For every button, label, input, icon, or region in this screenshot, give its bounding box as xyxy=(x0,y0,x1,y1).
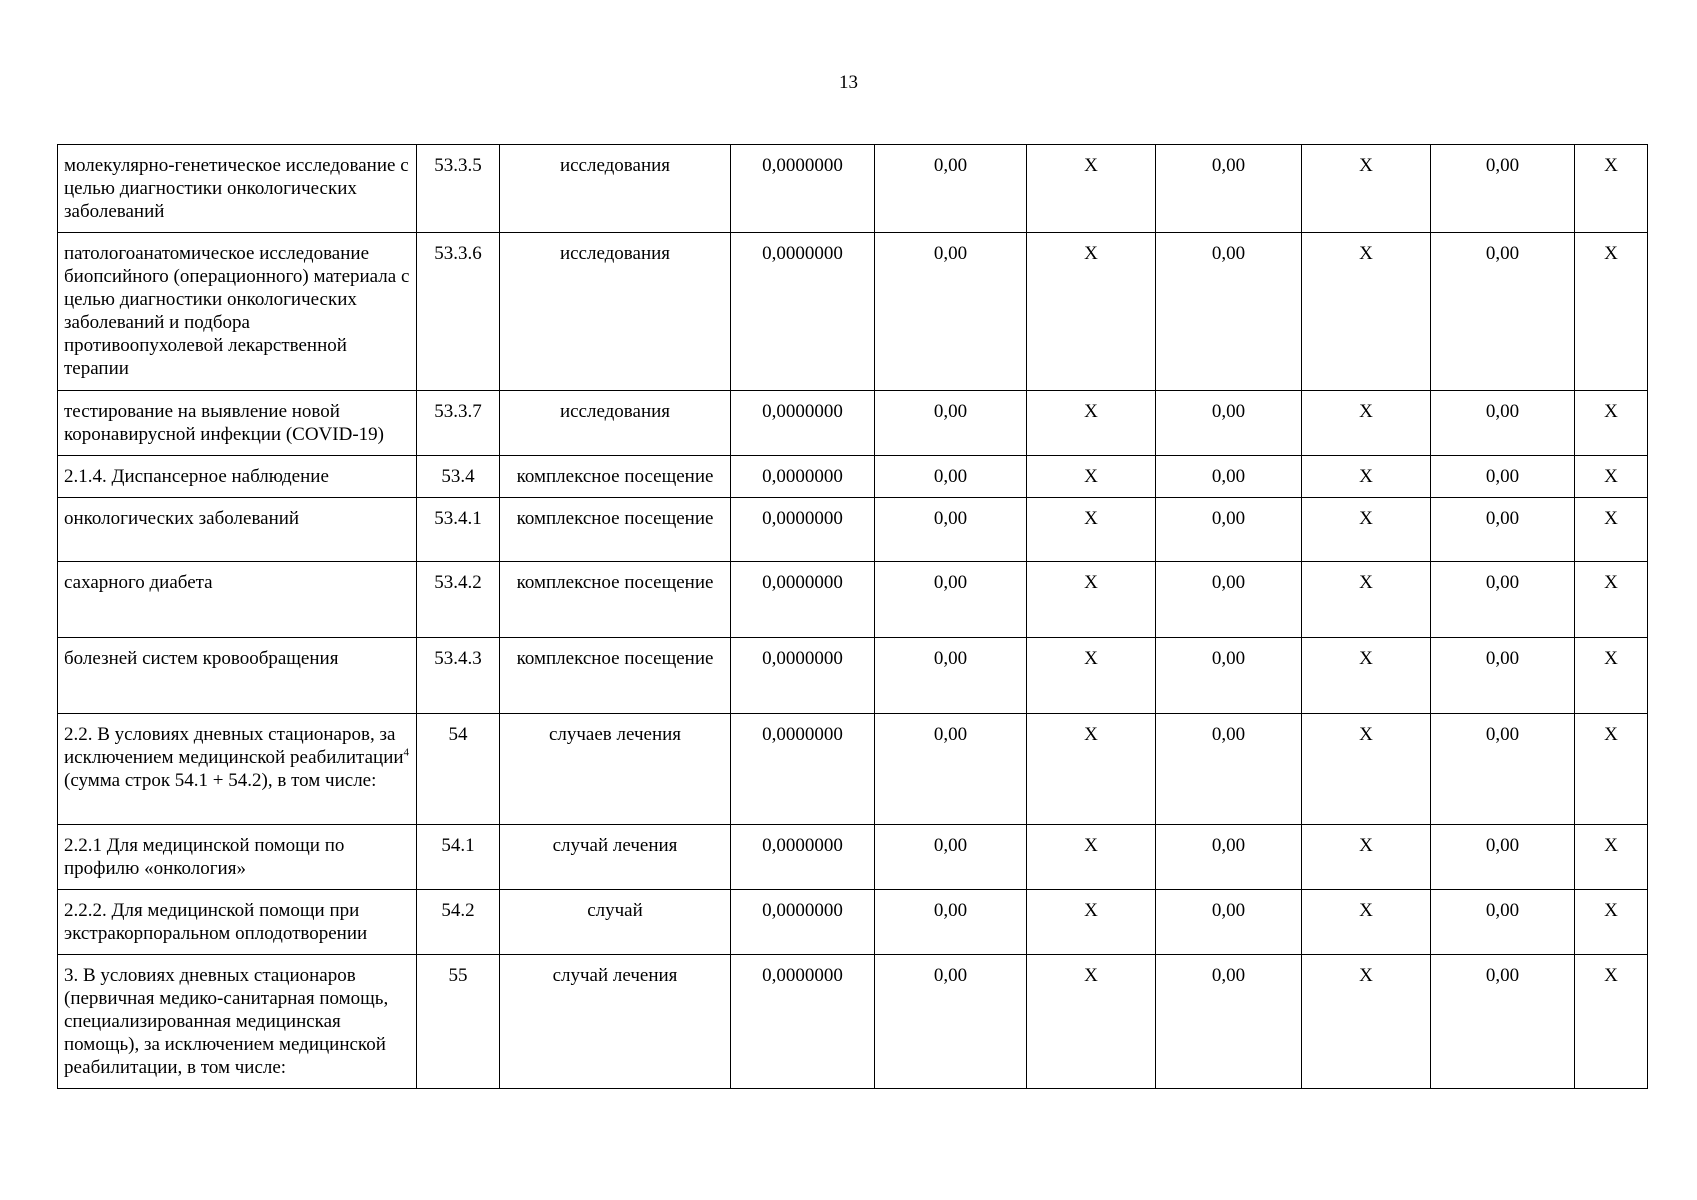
row-name: патологоанатомическое исследование биопсийного (операционного) материала с целью диагностики онкологических заболеваний и подбора противоопухолевой лекарственной терапии xyxy=(58,233,417,391)
row-code: 53.4.3 xyxy=(417,638,500,714)
row-unit: случай xyxy=(500,890,731,955)
row-value-4: 0,00 xyxy=(1156,391,1302,456)
row-value-5: X xyxy=(1302,638,1431,714)
row-name: онкологических заболеваний xyxy=(58,498,417,562)
table-row xyxy=(58,233,1648,391)
row-value-4: 0,00 xyxy=(1156,714,1302,825)
row-value-7: X xyxy=(1575,562,1648,638)
row-value-6: 0,00 xyxy=(1431,145,1575,233)
row-name: тестирование на выявление новой коронавирусной инфекции (COVID-19) xyxy=(58,391,417,456)
row-value-2: 0,00 xyxy=(875,456,1027,498)
row-value-6: 0,00 xyxy=(1431,955,1575,1089)
row-value-5: X xyxy=(1302,145,1431,233)
table-row xyxy=(58,825,1648,890)
row-value-4: 0,00 xyxy=(1156,145,1302,233)
row-value-1: 0,0000000 xyxy=(731,714,875,825)
row-value-6: 0,00 xyxy=(1431,825,1575,890)
row-value-2: 0,00 xyxy=(875,145,1027,233)
row-value-2: 0,00 xyxy=(875,498,1027,562)
page-number: 13 xyxy=(839,72,858,93)
row-value-6: 0,00 xyxy=(1431,456,1575,498)
row-value-6: 0,00 xyxy=(1431,233,1575,391)
row-name: 2.2.1 Для медицинской помощи по профилю «онкология» xyxy=(58,825,417,890)
table-row xyxy=(58,955,1648,1089)
table-row xyxy=(58,714,1648,825)
data-table xyxy=(57,144,1648,1089)
row-value-1: 0,0000000 xyxy=(731,825,875,890)
row-value-2: 0,00 xyxy=(875,825,1027,890)
row-value-2: 0,00 xyxy=(875,714,1027,825)
row-value-3: X xyxy=(1027,456,1156,498)
row-code: 55 xyxy=(417,955,500,1089)
row-value-4: 0,00 xyxy=(1156,562,1302,638)
footnote-mark: 4 xyxy=(403,746,410,759)
row-value-4: 0,00 xyxy=(1156,638,1302,714)
row-value-1: 0,0000000 xyxy=(731,638,875,714)
row-code: 54.1 xyxy=(417,825,500,890)
row-value-4: 0,00 xyxy=(1156,233,1302,391)
row-value-7: X xyxy=(1575,456,1648,498)
row-name: болезней систем кровообращения xyxy=(58,638,417,714)
row-value-4: 0,00 xyxy=(1156,498,1302,562)
row-value-1: 0,0000000 xyxy=(731,498,875,562)
row-value-1: 0,0000000 xyxy=(731,391,875,456)
row-name-text: 2.2. В условиях дневных стационаров, за исключением медицинской реабилитации xyxy=(64,724,404,768)
table-row xyxy=(58,145,1648,233)
row-value-1: 0,0000000 xyxy=(731,890,875,955)
row-value-1: 0,0000000 xyxy=(731,562,875,638)
row-value-5: X xyxy=(1302,562,1431,638)
row-value-4: 0,00 xyxy=(1156,890,1302,955)
row-code: 53.4.2 xyxy=(417,562,500,638)
row-value-6: 0,00 xyxy=(1431,498,1575,562)
row-value-7: X xyxy=(1575,498,1648,562)
row-value-1: 0,0000000 xyxy=(731,145,875,233)
row-value-6: 0,00 xyxy=(1431,638,1575,714)
row-value-3: X xyxy=(1027,562,1156,638)
row-code: 53.4.1 xyxy=(417,498,500,562)
row-value-4: 0,00 xyxy=(1156,825,1302,890)
row-unit: комплексное посещение xyxy=(500,456,731,498)
table-row xyxy=(58,391,1648,456)
row-name-text-cont: (сумма строк 54.1 + 54.2), в том числе: xyxy=(64,770,377,791)
row-code: 53.3.5 xyxy=(417,145,500,233)
row-value-2: 0,00 xyxy=(875,233,1027,391)
row-value-5: X xyxy=(1302,233,1431,391)
row-value-7: X xyxy=(1575,825,1648,890)
row-unit: комплексное посещение xyxy=(500,638,731,714)
row-value-6: 0,00 xyxy=(1431,714,1575,825)
row-unit: исследования xyxy=(500,145,731,233)
row-value-5: X xyxy=(1302,714,1431,825)
row-value-3: X xyxy=(1027,391,1156,456)
row-value-7: X xyxy=(1575,714,1648,825)
row-name: 2.1.4. Диспансерное наблюдение xyxy=(58,456,417,498)
row-name xyxy=(58,714,417,825)
row-value-1: 0,0000000 xyxy=(731,233,875,391)
row-code: 53.3.7 xyxy=(417,391,500,456)
table-row xyxy=(58,498,1648,562)
row-unit: исследования xyxy=(500,233,731,391)
row-unit: случай лечения xyxy=(500,955,731,1089)
row-value-5: X xyxy=(1302,498,1431,562)
table-row xyxy=(58,890,1648,955)
row-value-4: 0,00 xyxy=(1156,456,1302,498)
row-value-6: 0,00 xyxy=(1431,562,1575,638)
row-value-2: 0,00 xyxy=(875,638,1027,714)
row-value-3: X xyxy=(1027,498,1156,562)
row-value-6: 0,00 xyxy=(1431,890,1575,955)
row-value-1: 0,0000000 xyxy=(731,456,875,498)
row-unit: случаев лечения xyxy=(500,714,731,825)
row-value-5: X xyxy=(1302,955,1431,1089)
row-unit: комплексное посещение xyxy=(500,562,731,638)
row-code: 54.2 xyxy=(417,890,500,955)
row-value-2: 0,00 xyxy=(875,391,1027,456)
row-value-3: X xyxy=(1027,890,1156,955)
row-value-3: X xyxy=(1027,233,1156,391)
row-value-3: X xyxy=(1027,714,1156,825)
row-value-7: X xyxy=(1575,391,1648,456)
row-unit: исследования xyxy=(500,391,731,456)
table-row xyxy=(58,638,1648,714)
row-value-5: X xyxy=(1302,391,1431,456)
table-row xyxy=(58,562,1648,638)
row-value-5: X xyxy=(1302,825,1431,890)
row-value-2: 0,00 xyxy=(875,562,1027,638)
row-name: сахарного диабета xyxy=(58,562,417,638)
row-value-3: X xyxy=(1027,145,1156,233)
row-value-3: X xyxy=(1027,955,1156,1089)
row-unit: случай лечения xyxy=(500,825,731,890)
row-value-7: X xyxy=(1575,955,1648,1089)
row-value-4: 0,00 xyxy=(1156,955,1302,1089)
row-value-7: X xyxy=(1575,145,1648,233)
row-name: 2.2.2. Для медицинской помощи при экстракорпоральном оплодотворении xyxy=(58,890,417,955)
row-code: 53.4 xyxy=(417,456,500,498)
row-value-3: X xyxy=(1027,638,1156,714)
row-code: 53.3.6 xyxy=(417,233,500,391)
row-code: 54 xyxy=(417,714,500,825)
row-value-6: 0,00 xyxy=(1431,391,1575,456)
row-unit: комплексное посещение xyxy=(500,498,731,562)
row-value-5: X xyxy=(1302,456,1431,498)
row-value-3: X xyxy=(1027,825,1156,890)
row-value-7: X xyxy=(1575,638,1648,714)
table-row xyxy=(58,456,1648,498)
row-name: 3. В условиях дневных стационаров (первичная медико-санитарная помощь, специализированная медицинская помощь), за исключением медицинской реабилитации, в том числе: xyxy=(58,955,417,1089)
row-value-5: X xyxy=(1302,890,1431,955)
row-name: молекулярно-генетическое исследование с целью диагностики онкологических заболеваний xyxy=(58,145,417,233)
row-value-7: X xyxy=(1575,233,1648,391)
row-value-1: 0,0000000 xyxy=(731,955,875,1089)
row-value-7: X xyxy=(1575,890,1648,955)
row-value-2: 0,00 xyxy=(875,955,1027,1089)
row-value-2: 0,00 xyxy=(875,890,1027,955)
